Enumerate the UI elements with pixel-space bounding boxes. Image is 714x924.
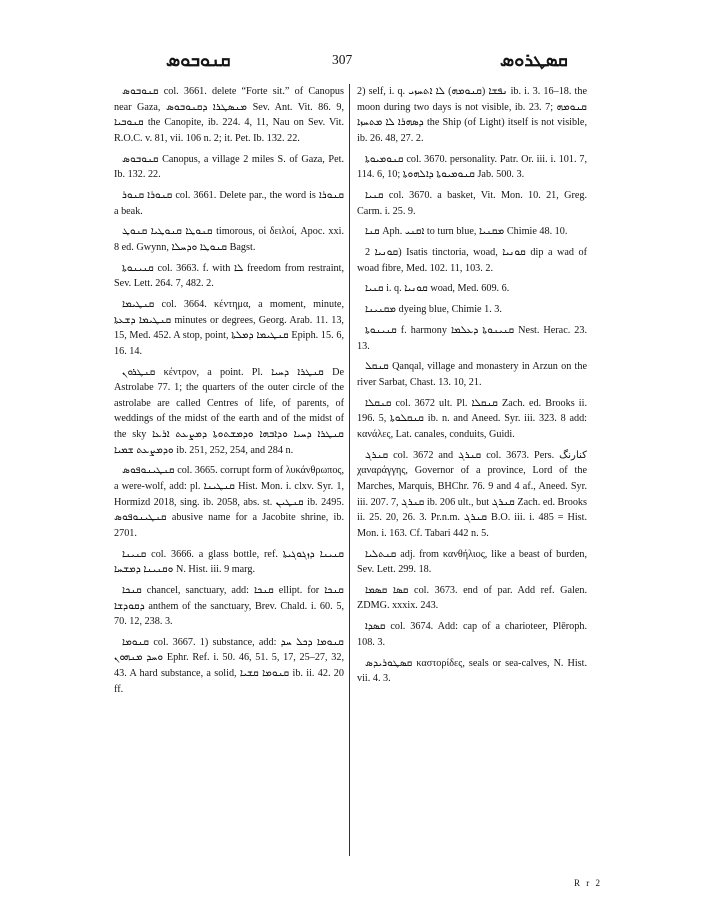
dictionary-entry: ܩܣܕܐ col. 3674. Add: cap of a charioteer, Plēroph. 108. 3.	[357, 621, 587, 648]
column-divider	[349, 84, 350, 856]
running-head-left: ܩܢܘܒܘܣ	[166, 50, 231, 70]
page-header	[0, 50, 714, 74]
dictionary-entry: ܩܢܬܠܝܐ adj. from κανθήλιος, like a beast of burden, Sev. Lett. 299. 18.	[357, 548, 587, 576]
dictionary-entry: ܩܘܢܝܐ 2) Isatis tinctoria, woad, ܩܘܢܝܐ dip a wad of woad fibre, Med. 102. 11, 103. 2.	[357, 247, 587, 274]
signature-mark: R r 2	[574, 878, 602, 888]
dictionary-entry: ܩܢܘܡܝܘܬܐ col. 3670. personality. Patr. Or. iii. i. 101. 7, 114. 6, 10; ܩܢܘܡܝܘܬܐ ܕܐܠܗܘܬܐ Jab. 500. 3.	[357, 153, 587, 181]
dictionary-entry: ܩܢܝܐ col. 3670. a basket, Vit. Mon. 10. 21, Greg. Carm. i. 25. 9.	[357, 189, 587, 217]
page-number: 307	[332, 52, 353, 67]
dictionary-entry: ܩܢܛܪܘܢ κέντρον, a point. Pl. ܩܢܛܪܐ ܕܚܝܐ De Astrolabe 77. 1; the quarters of the outer circle of the astrolabe are called Centres of life, of parents, of weddings of the midst of the earth and of the midst of the sky ܩܢܛܪܐ ܕܚܝܐ ܘܕܐܒܗܐ ܘܕܡܫܬܘܬܐ ܕܡܨܥܬ ܐܪܥܐ ܘܕܡܨܥܬ ܫܡܝܐ ib. 251, 252, 254, and 284 n.	[114, 366, 344, 456]
dictionary-entry: ܡܩܢܝܢܐ dyeing blue, Chimie 1. 3.	[365, 304, 502, 316]
dictionary-entry: ܩܢܝܢܘܬܐ col. 3663. f. with ܠܐ freedom from restraint, Sev. Lett. 264. 7, 482. 2.	[114, 262, 344, 290]
dictionary-entry: ܩܢܩܠ Qanqal, village and monastery in Arzun on the river Sarbat, Chast. 13. 10, 21.	[357, 361, 587, 388]
dictionary-entry: ܩܢܘܪܐ ܩܢܘܪ col. 3661. Delete par., the word is ܩܢܘܪܐ a beak.	[114, 189, 344, 217]
left-column	[114, 84, 344, 862]
dictionary-body	[114, 84, 604, 862]
running-head-right: ܩܣܛܪܘܣ	[500, 50, 568, 70]
dictionary-entry: ܩܢܟܐ chancel, sanctuary, add: ܩܢܟܐ ellipt. for ܩܢܟܐ ܕܩܘܕܫܐ anthem of the sanctuary, Brev. Chald. i. 60. 5, 70. 12, 238. 3.	[114, 584, 344, 628]
dictionary-entry: 2) self, i. q. ܢܦܫܐ (ܩܢܘܡܗ) ܠܐ ܐܬܚܙܝ ib. i. 3. 16–18. the moon during two days is not visible, ib. 23. 7; ܩܢܘܡܗ ܕܣܗܪܐ ܠܐ ܡܬܚܙܐ the Ship (of Light) itself is not visible, ib. 26. 48, 27. 2.	[357, 86, 587, 144]
dictionary-entry: ܩܢܘܡܐ col. 3667. 1) substance, add: ܩܢܘܡܐ ܕܟܠ ܚܕ ܘܚܕ ܡܢܗܘܢ Ephr. Ref. i. 50. 46, 51. 5, 17, 25–27, 32, 43. A hard substance, a solid, ܩܢܘܡܐ ܩܫܝܐ ib. ii. 42. 20 ff.	[114, 636, 344, 695]
dictionary-entry: ܩܣܛܘܪܝܕܣ καστορίδες, seals or sea-calves, N. Hist. vii. 4. 3.	[357, 657, 587, 685]
dictionary-entry: ܩܢܛܝܢܘܦܘܣ col. 3665. corrupt form of λυκάνθρωπος, a were-wolf, add: pl. ܩܢܛܝܢܐ Hist. Mon. i. clxv. Syr. 1, Hormizd 2018, sing. ib. 2058, abs. st. ܩܢܛܝܢ ib. 2495. ܩܢܛܝܢܘܦܘܣ abusive name for a Jacobite shrine, ib. 2701.	[114, 465, 344, 539]
dictionary-entry: ܩܢܝܢܘܬܐ f. harmony ܩܢܝܢܘܬܐ ܕܥܠܡܐ Nest. Herac. 23. 13.	[357, 325, 587, 352]
dictionary-entry: ܩܢܘܒܘܣ Canopus, a village 2 miles S. of Gaza, Pet. Ib. 132. 22.	[114, 153, 344, 181]
dictionary-entry: ܩܢܝܐ i. q. ܩܘܢܝܐ woad, Med. 609. 6.	[365, 283, 510, 295]
dictionary-entry: ܩܢܐ Aph. ܐܩܢܝ to turn blue, ܡܩܢܝܐ Chimie 48. 10.	[365, 226, 568, 238]
dictionary-entry: ܩܢܛܝܡܐ col. 3664. κέντημα, a moment, minute, ܩܢܛܝܡܐ ܕܫܥܬܐ minutes or degrees, Georg. Arab. 11. 13, 15, Med. 452. A stop, point, ܩܢܛܝܡܐ ܕܡܠܬܐ Epiph. 15. 6, 16. 14.	[114, 299, 344, 357]
dictionary-entry: ܩܢܘܒܘܣ col. 3661. delete “Forte sit.” of Canopus near Gaza, ܡܢܣܛܪܐ ܕܩܢܘܒܘܣ Sev. Ant. Vit. 86. 9, ܩܢܘܒܝܐ the Canopite, ib. 224. 4, 11, Nau on Sev. Vit. R.O.C. v. 81, vii. 106 n. 2; it. Pet. Ib. 132. 22.	[114, 86, 344, 144]
dictionary-entry: ܩܢܩܠܐ col. 3672 ult. Pl. ܩܢܩܠܐ Zach. ed. Brooks ii. 196. 5, ܩܢܩܠܘܬܐ ib. n. and Aneed. Syr. iii. 323. 8 add: κανάλες, Lat. canales, conduits, Guidi.	[357, 397, 587, 440]
right-column	[357, 84, 587, 862]
dictionary-entry: ܩܣܐ ܩܣܡܐ col. 3673. end of par. Add ref. Galen. ZDMG. xxxix. 243.	[357, 584, 587, 612]
dictionary-entry: ܩܢܪܓ col. 3672 and ܩܢܪܓ col. 3673. Pers. کنارنگ χαναράγγης, Governor of a province, Lord of the Marches, Marquis, BHChr. 76. 9 and 4 af., Aneed. Syr. iii. 207. 7, ܩܢܪܓ ib. 206 ult., but ܩܢܪܓ Zach. ed. Brooks ii. 25. 20, 26. 3. Pr.n.m. ܩܢܪܓ B.O. iii. i. 485 = Hist. Mon. i. 163. Cf. Tabari 442 n. 5.	[357, 449, 587, 539]
dictionary-entry: ܩܢܝܢܐ col. 3666. a glass bottle, ref. ܩܢܝܢܐ ܕܙܓܘܓܝܬܐ ܘܩܢܝܢܐ ܕܡܫܚܐ N. Hist. iii. 9 marg.	[114, 548, 344, 576]
dictionary-entry: ܩܢܘܛܐ ܩܢܘܛܝܐ ܩܢܘܛ timorous, οἱ δειλοί, Apoc. xxi. 8 ed. Gwynn, ܩܢܘܛܐ ܘܕܚܠܐ Bagst.	[114, 226, 344, 253]
